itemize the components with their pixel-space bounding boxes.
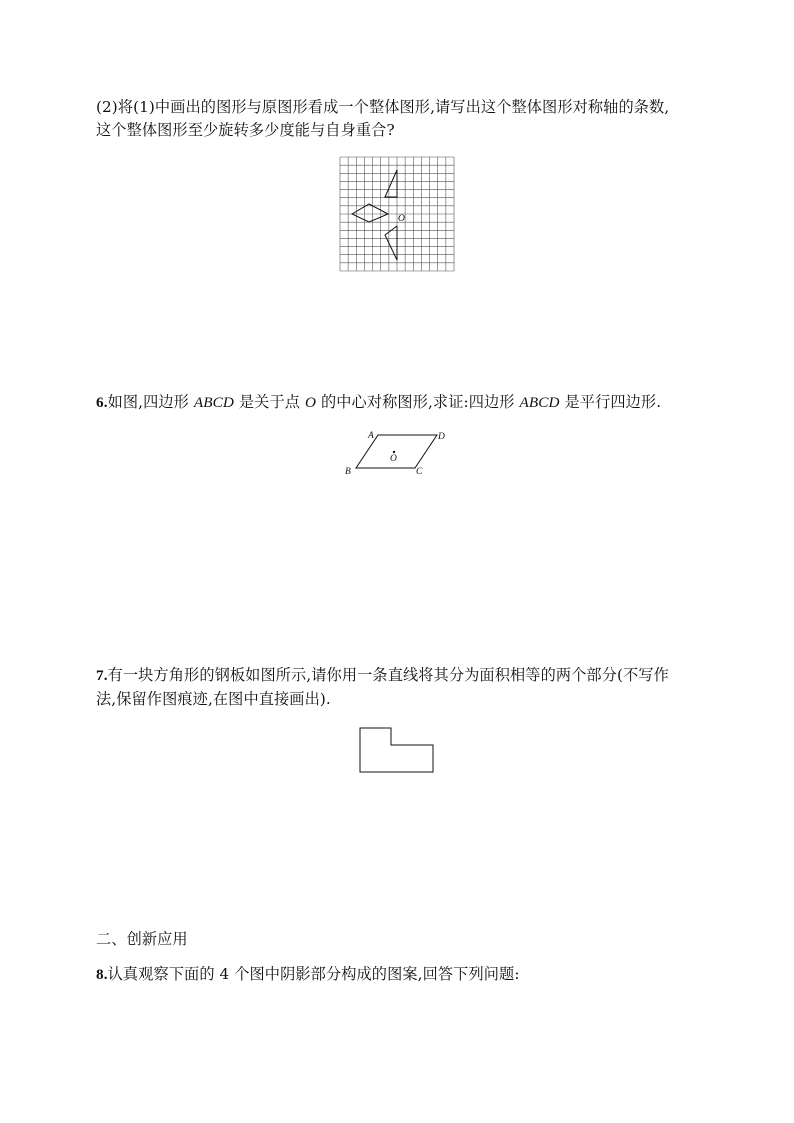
q6-parallelogram-figure (342, 428, 452, 476)
section-2-heading: 二、创新应用 (96, 930, 188, 948)
q6-text: 6.如图,四边形 ABCD 是关于点 O 的中心对称图形,求证:四边形 ABCD 是平行四边形. (96, 393, 662, 411)
center-point (393, 451, 395, 453)
q5-grid-figure (340, 157, 454, 271)
q8-text: 8.认真观察下面的 4 个图中阴影部分构成的图案,回答下列问题: (96, 965, 520, 983)
q7-line1: 7.有一块方角形的钢板如图所示,请你用一条直线将其分为面积相等的两个部分(不写作 (96, 666, 669, 684)
label-c: C (416, 467, 423, 477)
q8-number: 8. (96, 966, 108, 983)
q7-number: 7. (96, 667, 108, 684)
left-kite (352, 204, 388, 222)
label-d: D (438, 432, 445, 442)
q5-part2-line1: (2)将(1)中画出的图形与原图形看成一个整体图形,请写出这个整体图形对称轴的条数, (96, 98, 670, 116)
q5-part2-line2: 这个整体图形至少旋转多少度能与自身重合? (96, 121, 395, 139)
label-o: O (390, 454, 397, 464)
l-shape (360, 728, 433, 772)
label-a: A (368, 431, 374, 441)
q6-number: 6. (96, 394, 108, 411)
q7-line2: 法,保留作图痕迹,在图中直接画出). (96, 690, 331, 708)
q7-steel-plate-figure (359, 727, 435, 775)
grid-point-o: O (398, 214, 405, 224)
label-b: B (345, 467, 351, 477)
top-triangle (385, 170, 397, 197)
